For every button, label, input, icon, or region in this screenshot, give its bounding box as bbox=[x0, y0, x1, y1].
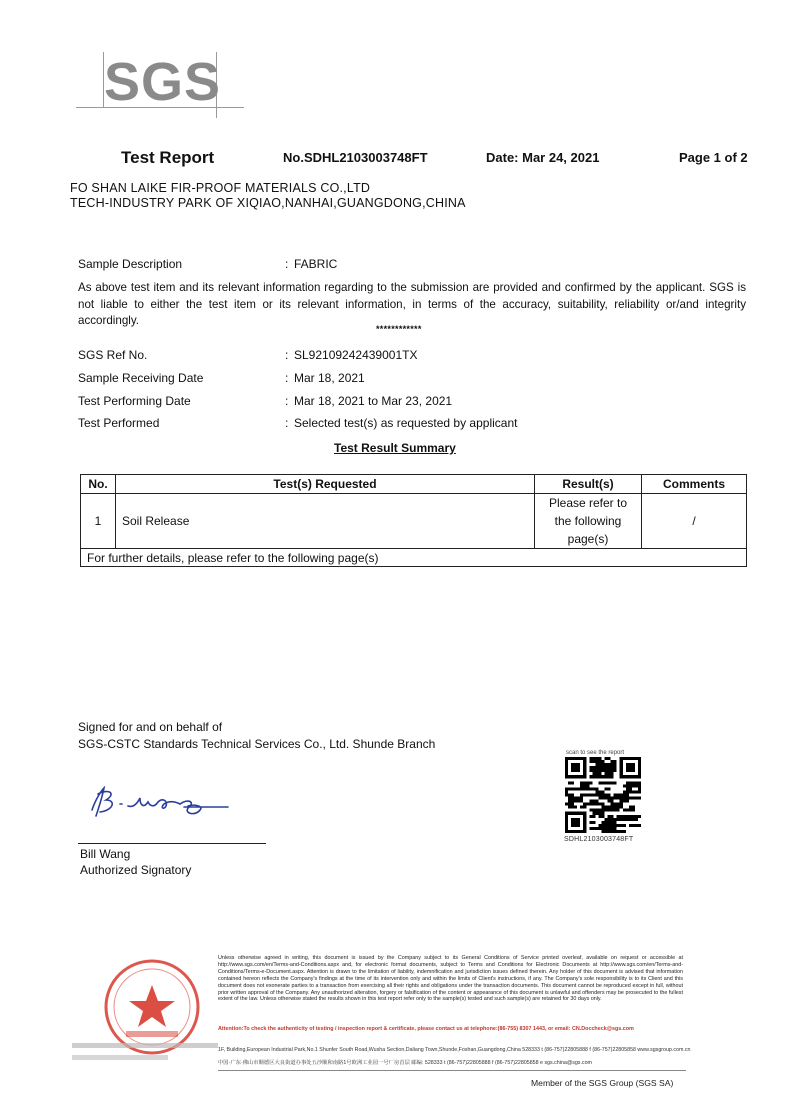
qr-id: SDHL2103003748FT bbox=[564, 836, 634, 843]
footer-member-text: Member of the SGS Group (SGS SA) bbox=[531, 1078, 674, 1088]
col-result-header: Result(s) bbox=[535, 475, 642, 494]
qr-caption: scan to see the report bbox=[566, 750, 625, 756]
sgs-logo-text: SGS bbox=[104, 52, 222, 112]
colon: : bbox=[285, 394, 289, 408]
receiving-date-label: Sample Receiving Date bbox=[78, 371, 204, 385]
client-name: FO SHAN LAIKE FIR-PROOF MATERIALS CO.,LTD bbox=[70, 181, 371, 195]
ref-no-label: SGS Ref No. bbox=[78, 348, 148, 362]
client-address: TECH-INDUSTRY PARK OF XIQIAO,NANHAI,GUANGDONG,CHINA bbox=[70, 196, 466, 210]
colon: : bbox=[285, 371, 289, 385]
sample-description-label: Sample Description bbox=[78, 257, 183, 271]
test-performed-label: Test Performed bbox=[78, 416, 160, 430]
signatory bbox=[80, 846, 191, 878]
performing-date-value: Mar 18, 2021 to Mar 23, 2021 bbox=[294, 394, 453, 408]
footer-divider bbox=[218, 1070, 686, 1071]
row-comments: / bbox=[642, 494, 747, 549]
separator-stars: ************ bbox=[376, 324, 422, 334]
handwritten-signature bbox=[88, 780, 238, 830]
col-no-header: No. bbox=[81, 475, 116, 494]
table-header-row bbox=[81, 475, 747, 494]
signature-line bbox=[78, 843, 266, 844]
colon: : bbox=[285, 348, 289, 362]
signatory-title: Authorized Signatory bbox=[80, 863, 192, 877]
table-row bbox=[81, 494, 747, 549]
result-line: Please refer to bbox=[548, 496, 628, 510]
col-comments-header: Comments bbox=[642, 475, 747, 494]
results-table bbox=[80, 474, 747, 567]
signed-line-2: SGS-CSTC Standards Technical Services Co., Ltd. Shunde Branch bbox=[78, 737, 436, 751]
result-line: page(s) bbox=[567, 532, 609, 546]
report-title: Test Report bbox=[121, 148, 215, 167]
report-date: Date: Mar 24, 2021 bbox=[486, 150, 600, 165]
colon: : bbox=[285, 416, 289, 430]
sample-description-value: FABRIC bbox=[294, 257, 338, 271]
footer-address-cn: 中国·广东·佛山市顺德区大良街道办事处五沙顺和南路1号欧洲工业园一号厂房首层 邮编: 528333 t (86-757)22805888 f (86-757)22805858 e sgs.china@sgs.com bbox=[218, 1060, 592, 1066]
row-no: 1 bbox=[81, 494, 116, 549]
performing-date-label: Test Performing Date bbox=[78, 394, 191, 408]
page-indicator: Page 1 of 2 bbox=[679, 150, 748, 165]
table-footer-row bbox=[81, 549, 747, 567]
stamp-caption-smudge bbox=[72, 1040, 222, 1066]
result-line: the following bbox=[554, 514, 622, 528]
footer-legal-text: Unless otherwise agreed in writing, this document is issued by the Company subject to its General Conditions of Service printed overleaf, available on request or accessible at http://www.sgs.com/en/Terms-and-Conditions.aspx and, for electronic format documents, subject to Terms and Conditions for Electronic Documents at http://www.sgs.com/en/Terms-and-Conditions/Terms-e-Document.aspx. Attention is drawn to the limitation of liability, indemnification and jurisdiction issues defined therein. Any holder of this document is advised that information contained hereon reflects the Company's findings at the time of its intervention only and within the limits of Client's instructions, if any. The Company's sole responsibility is to its Client and this document does not exonerate parties to a transaction from exercising all their rights and obligations under the transaction documents. This document cannot be reproduced except in full, without prior written approval of the Company. Any unauthorized alteration, forgery or falsification of the content or appearance of this document is unlawful and offenders may be prosecuted to the fullest extent of the law. Unless otherwise stated the results shown in this test report refer only to the sample(s) tested and such sample(s) are retained for 30 days only. bbox=[218, 955, 683, 1003]
test-performed-value: Selected test(s) as requested by applicant bbox=[294, 416, 518, 430]
signatory-name: Bill Wang bbox=[80, 847, 131, 861]
receiving-date-value: Mar 18, 2021 bbox=[294, 371, 365, 385]
qr-code-icon[interactable] bbox=[565, 757, 641, 838]
signed-on-behalf bbox=[78, 719, 435, 753]
footer-address-en: 1F, Building,European Industrial Park,No.1 Shunfer South Road,Wusha Section,Daliang Town,Shunde,Foshan,Guangdong,China 528333 t (86-757)22805888 f (86-757)22805858 www.sgsgroup.com.cn bbox=[218, 1047, 691, 1053]
colon: : bbox=[285, 257, 289, 271]
ref-no-value: SL92109242439001TX bbox=[294, 348, 418, 362]
footer-attention: Attention:To check the authenticity of testing / inspection report & certificate, please contact us at telephone:(86-755) 8307 1443, or email: CN.Doccheck@sgs.com bbox=[218, 1026, 634, 1032]
row-result bbox=[535, 494, 642, 549]
table-footer-note: For further details, please refer to the following page(s) bbox=[81, 549, 747, 567]
col-test-header: Test(s) Requested bbox=[116, 475, 535, 494]
report-number: No.SDHL2103003748FT bbox=[283, 150, 428, 165]
disclaimer-text: As above test item and its relevant information regarding to the submission are provided and confirmed by the applicant. SGS is not liable to either the test item or its relevant information, in terms of the accuracy, suitability, reliability or/and integrity accordingly. bbox=[78, 281, 746, 327]
summary-heading: Test Result Summary bbox=[334, 441, 456, 455]
row-test: Soil Release bbox=[116, 494, 535, 549]
signed-line-1: Signed for and on behalf of bbox=[78, 720, 223, 734]
